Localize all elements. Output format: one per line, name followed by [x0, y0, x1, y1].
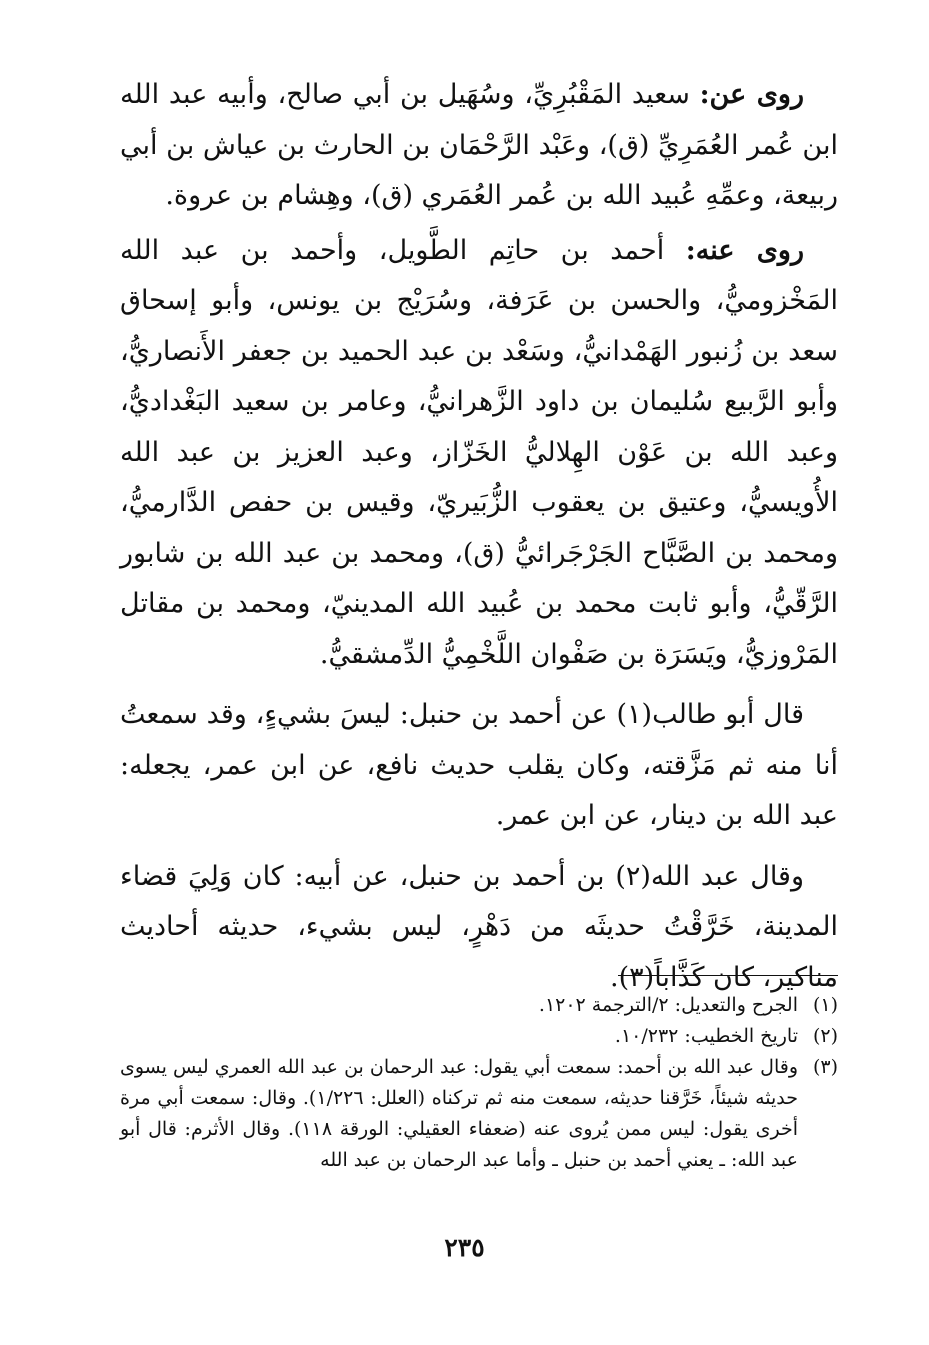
footnote-text: تاريخ الخطيب: ١٠/٢٣٢.	[614, 1025, 798, 1047]
footnote-number: (١)	[812, 994, 838, 1016]
footnote-item	[120, 1052, 838, 1176]
paragraph-narrated-from	[120, 70, 838, 222]
footnotes	[120, 990, 838, 1176]
footnote-text: الجرح والتعديل: ٢/الترجمة ١٢٠٢.	[538, 994, 798, 1016]
footnote-number: (٢)	[812, 1025, 838, 1047]
footnote-item	[120, 990, 838, 1021]
footnote-item	[120, 1021, 838, 1052]
paragraph-narrated-by	[120, 226, 838, 681]
paragraph-text: أحمد بن حاتِم الطَّويل، وأحمد بن عبد الله المَخْزوميُّ، والحسن بن عَرَفة، وسُرَيْج بن يونس، وأبو إسحاق سعد بن زُنبور الهَمْدانيُّ، وسَعْد بن عبد الحميد بن جعفر الأَنصاريُّ، وأبو الرَّبيع سُليمان بن داود الزَّهرانيُّ، وعامر بن سعيد البَغْداديُّ، وعبد الله بن عَوْن الهِلاليُّ الخَزّاز، وعبد العزيز بن عبد الله الأُويسيُّ، وعتيق بن يعقوب الزُّبَيريّ، وقيس بن حفص الدَّارميُّ، ومحمد بن الصَّبَّاح الجَرْجَرائيُّ (ق)، ومحمد بن عبد الله بن شابور الرَّقّيُّ، وأبو ثابت محمد بن عُبيد الله المدينيّ، ومحمد بن مقاتل المَرْوزيُّ، ويَسَرَة بن صَفْوان اللَّخْمِيُّ الدِّمشقيُّ.	[120, 234, 838, 670]
paragraph-lead: روى عن:	[699, 79, 804, 110]
paragraph-abdullah	[120, 852, 838, 1004]
footnote-text: وقال عبد الله بن أحمد: سمعت أبي يقول: عبد الرحمان بن عبد الله العمري ليس يسوى حديثه شيئاً، خَرَّقنا حديثه، سمعت منه ثم تركناه (العلل: ١/٢٢٦). وقال: سمعت أبي مرة أخرى يقول: ليس ممن يُروى عنه (ضعفاء العقيلي: الورقة ١١٨). وقال الأثرم: قال أبو عبد الله: ـ يعني أحمد بن حنبل ـ وأما عبد الرحمان بن عبد الله	[120, 1056, 799, 1171]
main-text	[120, 70, 838, 1003]
paragraph-text: سعيد المَقْبُرِيِّ، وسُهَيل بن أبي صالح، وأبيه عبد الله ابن عُمر العُمَرِيِّ (ق)، وعَبْد الرَّحْمَان بن الحارث بن عياش بن أبي ربيعة، وعمِّهِ عُبيد الله بن عُمر العُمَري (ق)، وهِشام بن عروة.	[120, 79, 838, 211]
paragraph-text: قال أبو طالب(١) عن أحمد بن حنبل: ليسَ بشيءٍ، وقد سمعتُ أنا منه ثم مَزَّقته، وكان يقلب حديث نافع، عن ابن عمر، يجعله: عبد الله بن دينار، عن ابن عمر.	[120, 699, 838, 831]
footnote-divider	[618, 975, 838, 976]
page-number: ٢٣٥	[444, 1233, 485, 1262]
footnote-number: (٣)	[812, 1056, 838, 1078]
paragraph-abu-talib	[120, 690, 838, 842]
paragraph-text: وقال عبد الله(٢) بن أحمد بن حنبل، عن أبيه: كان وَلِيَ قضاء المدينة، خَرَّقْتُ حديثَه من دَهْرٍ، ليس بشيء، حديثه أحاديث مناكير، كان كَذَّاباً(٣).	[120, 860, 838, 993]
paragraph-lead: روى عنه:	[685, 234, 804, 266]
